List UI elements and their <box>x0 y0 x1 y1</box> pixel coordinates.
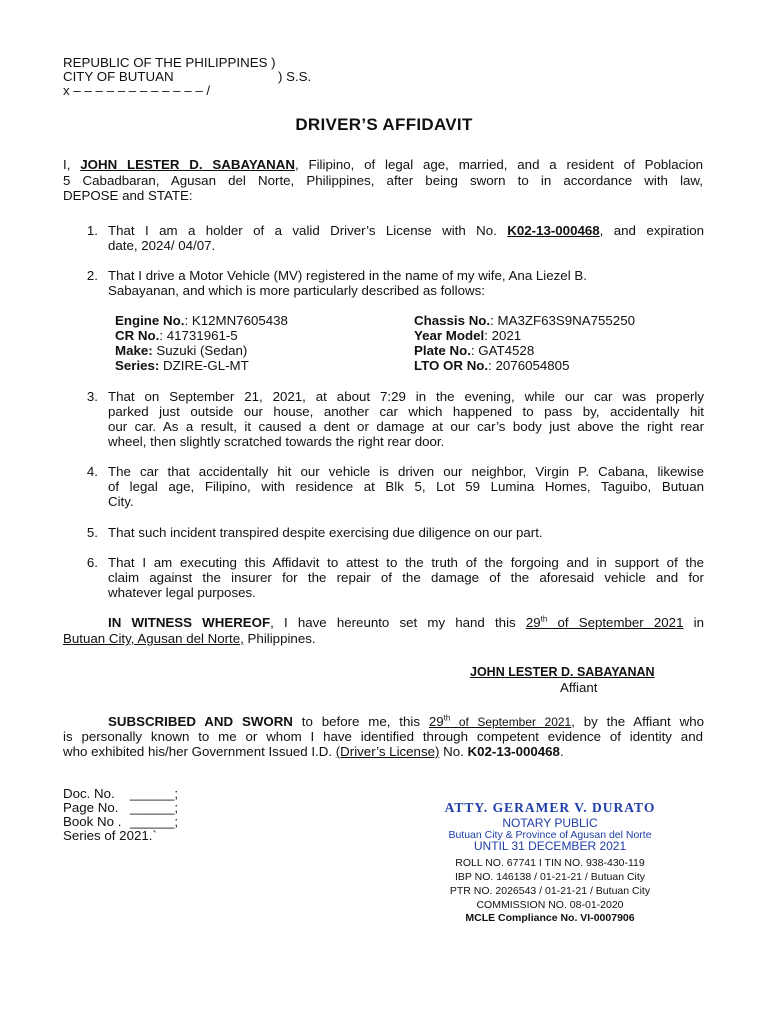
sworn-line-2: is personally known to me or whom I have identified through competent evidence of identity and <box>63 729 703 744</box>
sworn-day-sup: th <box>443 713 451 723</box>
make-value: Suzuki (Sedan) <box>152 343 248 358</box>
doc-no-blank: ______; <box>130 786 179 801</box>
page-no-blank: ______; <box>130 800 179 815</box>
sworn-day: 29 <box>428 714 444 729</box>
chassis-no <box>414 313 635 329</box>
sworn-text-end: , by the Affiant who <box>571 714 705 729</box>
notary-roll-tin: ROLL NO. 67741 I TIN NO. 938-430-119 <box>455 857 645 869</box>
plate-label: Plate No. <box>414 343 471 358</box>
lto-label: LTO OR No. <box>414 358 489 373</box>
plate-no <box>414 343 534 359</box>
witness-text: , I have hereunto set my hand this <box>270 615 526 630</box>
item-2-number: 2. <box>86 268 98 283</box>
item-4-number: 4. <box>86 464 98 479</box>
affiant-name-inline: JOHN LESTER D. SABAYANAN <box>80 157 295 172</box>
affiant-label: Affiant <box>560 680 598 695</box>
page-label: Page No. <box>63 800 119 815</box>
notary-mcle: MCLE Compliance No. VI-0007906 <box>465 912 635 924</box>
cr-no <box>115 328 238 344</box>
witness-lead: IN WITNESS WHEREOF <box>108 615 271 630</box>
sworn-text: to before me, this <box>292 714 429 729</box>
item-1-line-2: date, 2024/ 04/07. <box>108 238 216 253</box>
witness-day: 29 <box>525 615 541 630</box>
doc-label: Doc. No. <box>63 786 115 801</box>
chassis-value: : MA3ZF63S9NA755250 <box>490 313 635 328</box>
item-3-line-1: That on September 21, 2021, at about 7:29 in the evening, while our car was properly <box>108 389 704 404</box>
item-1-text-end: , and expiration <box>599 223 704 238</box>
notary-commission: COMMISSION NO. 08-01-2020 <box>476 899 624 911</box>
engine-value: : K12MN7605438 <box>184 313 288 328</box>
witness-date <box>526 615 684 630</box>
affiant-signature-name: JOHN LESTER D. SABAYANAN <box>470 665 655 679</box>
item-6-line-3: whatever legal purposes. <box>108 585 256 600</box>
notary-ibp: IBP NO. 146138 / 01-21-21 / Butuan City <box>454 871 646 883</box>
year-model <box>414 328 521 344</box>
series-of: Series of 2021.` <box>63 828 157 843</box>
sworn-id-type: (Driver’s License) <box>335 744 440 759</box>
notary-area: Butuan City & Province of Agusan del Norte <box>448 829 652 841</box>
caption-city: CITY OF BUTUAN <box>63 69 174 84</box>
year-value: : 2021 <box>484 328 522 343</box>
witness-day-sup: th <box>540 614 548 624</box>
item-1-text: That I am a holder of a valid Driver’s License with No. <box>108 223 508 238</box>
item-1-number: 1. <box>86 223 98 238</box>
series-value: DZIRE-GL-MT <box>159 358 249 373</box>
item-2-line-1: That I drive a Motor Vehicle (MV) registered in the name of my wife, Ana Liezel B. <box>108 268 587 283</box>
item-4-line-2: of legal age, Filipino, with residence at Blk 5, Lot 59 Lumina Homes, Taguibo, Butuan <box>108 479 704 494</box>
witness-in: in <box>683 615 704 630</box>
sworn-period: . <box>559 744 564 759</box>
sworn-lead: SUBSCRIBED AND SWORN <box>108 714 293 729</box>
caption-republic: REPUBLIC OF THE PHILIPPINES ) <box>63 55 276 70</box>
caption-ss: ) S.S. <box>278 69 312 84</box>
caption-x-line: x – – – – – – – – – – – – / <box>63 83 211 98</box>
sworn-month: of September 2021 <box>450 715 572 729</box>
sworn-date <box>429 714 571 729</box>
item-6-number: 6. <box>86 555 98 570</box>
chassis-label: Chassis No. <box>414 313 491 328</box>
lto-value: : 2076054805 <box>488 358 570 373</box>
notary-until: UNTIL 31 DECEMBER 2021 <box>473 839 627 853</box>
witness-line-1 <box>108 615 704 631</box>
witness-tail: Philippines. <box>243 631 316 646</box>
intro-prefix: I, <box>63 157 81 172</box>
witness-place: Butuan City, Agusan del Norte, <box>63 631 244 646</box>
notary-ptr: PTR NO. 2026543 / 01-21-21 / Butuan City <box>449 885 651 897</box>
cr-value: : 41731961-5 <box>159 328 238 343</box>
sworn-line-3 <box>63 744 564 760</box>
intro-line-2: 5 Cabadbaran, Agusan del Norte, Philippines, after being sworn to in accordance with law, <box>63 173 703 188</box>
sworn-id-text: who exhibited his/her Government Issued I.D. <box>63 744 336 759</box>
item-2-line-2: Sabayanan, and which is more particularly described as follows: <box>108 283 485 298</box>
item-6-line-1: That I am executing this Affidavit to attest to the truth of the forgoing and in support of the <box>108 555 704 570</box>
intro-line-1 <box>63 157 703 173</box>
item-3-line-4: wheel, then slightly scratched towards the right rear door. <box>108 434 445 449</box>
make <box>115 343 247 359</box>
cr-label: CR No. <box>115 328 160 343</box>
sworn-no: No. <box>439 744 468 759</box>
witness-line-2 <box>63 631 316 647</box>
plate-value: : GAT4528 <box>470 343 535 358</box>
item-5-line-1: That such incident transpired despite exercising due diligence on our part. <box>108 525 543 540</box>
item-3-line-3: our car. As a result, it caused a dent or damage at our car’s body just above the right rear <box>108 419 704 434</box>
book-no-blank: ______; <box>130 814 179 829</box>
item-3-number: 3. <box>86 389 98 404</box>
license-number: K02-13-000468 <box>507 223 600 238</box>
intro-line-1-rest: , Filipino, of legal age, married, and a resident of Poblacion <box>294 157 703 172</box>
book-label: Book No . <box>63 814 122 829</box>
engine-label: Engine No. <box>115 313 185 328</box>
item-4-line-1: The car that accidentally hit our vehicle is driven our neighbor, Virgin P. Cabana, likewise <box>108 464 704 479</box>
item-4-line-3: City. <box>108 494 134 509</box>
item-6-line-2: claim against the insurer for the repair of the damage of the aforesaid vehicle and for <box>108 570 704 585</box>
page-title: DRIVER’S AFFIDAVIT <box>295 115 473 134</box>
series <box>115 358 249 374</box>
series-label: Series: <box>115 358 160 373</box>
sworn-license-number: K02-13-000468 <box>467 744 560 759</box>
item-5-number: 5. <box>86 525 98 540</box>
intro-line-3: DEPOSE and STATE: <box>63 188 193 203</box>
lto-or-no <box>414 358 569 374</box>
item-3-line-2: parked just outside our house, another car which happened to pass by, accidentally hit <box>108 404 704 419</box>
witness-month: of September 2021 <box>547 615 684 630</box>
year-label: Year Model <box>414 328 485 343</box>
notary-name: ATTY. GERAMER V. DURATO <box>444 800 656 815</box>
item-1-line-1 <box>108 223 704 239</box>
make-label: Make: <box>115 343 153 358</box>
notary-title: NOTARY PUBLIC <box>502 816 598 830</box>
engine-no <box>115 313 288 329</box>
